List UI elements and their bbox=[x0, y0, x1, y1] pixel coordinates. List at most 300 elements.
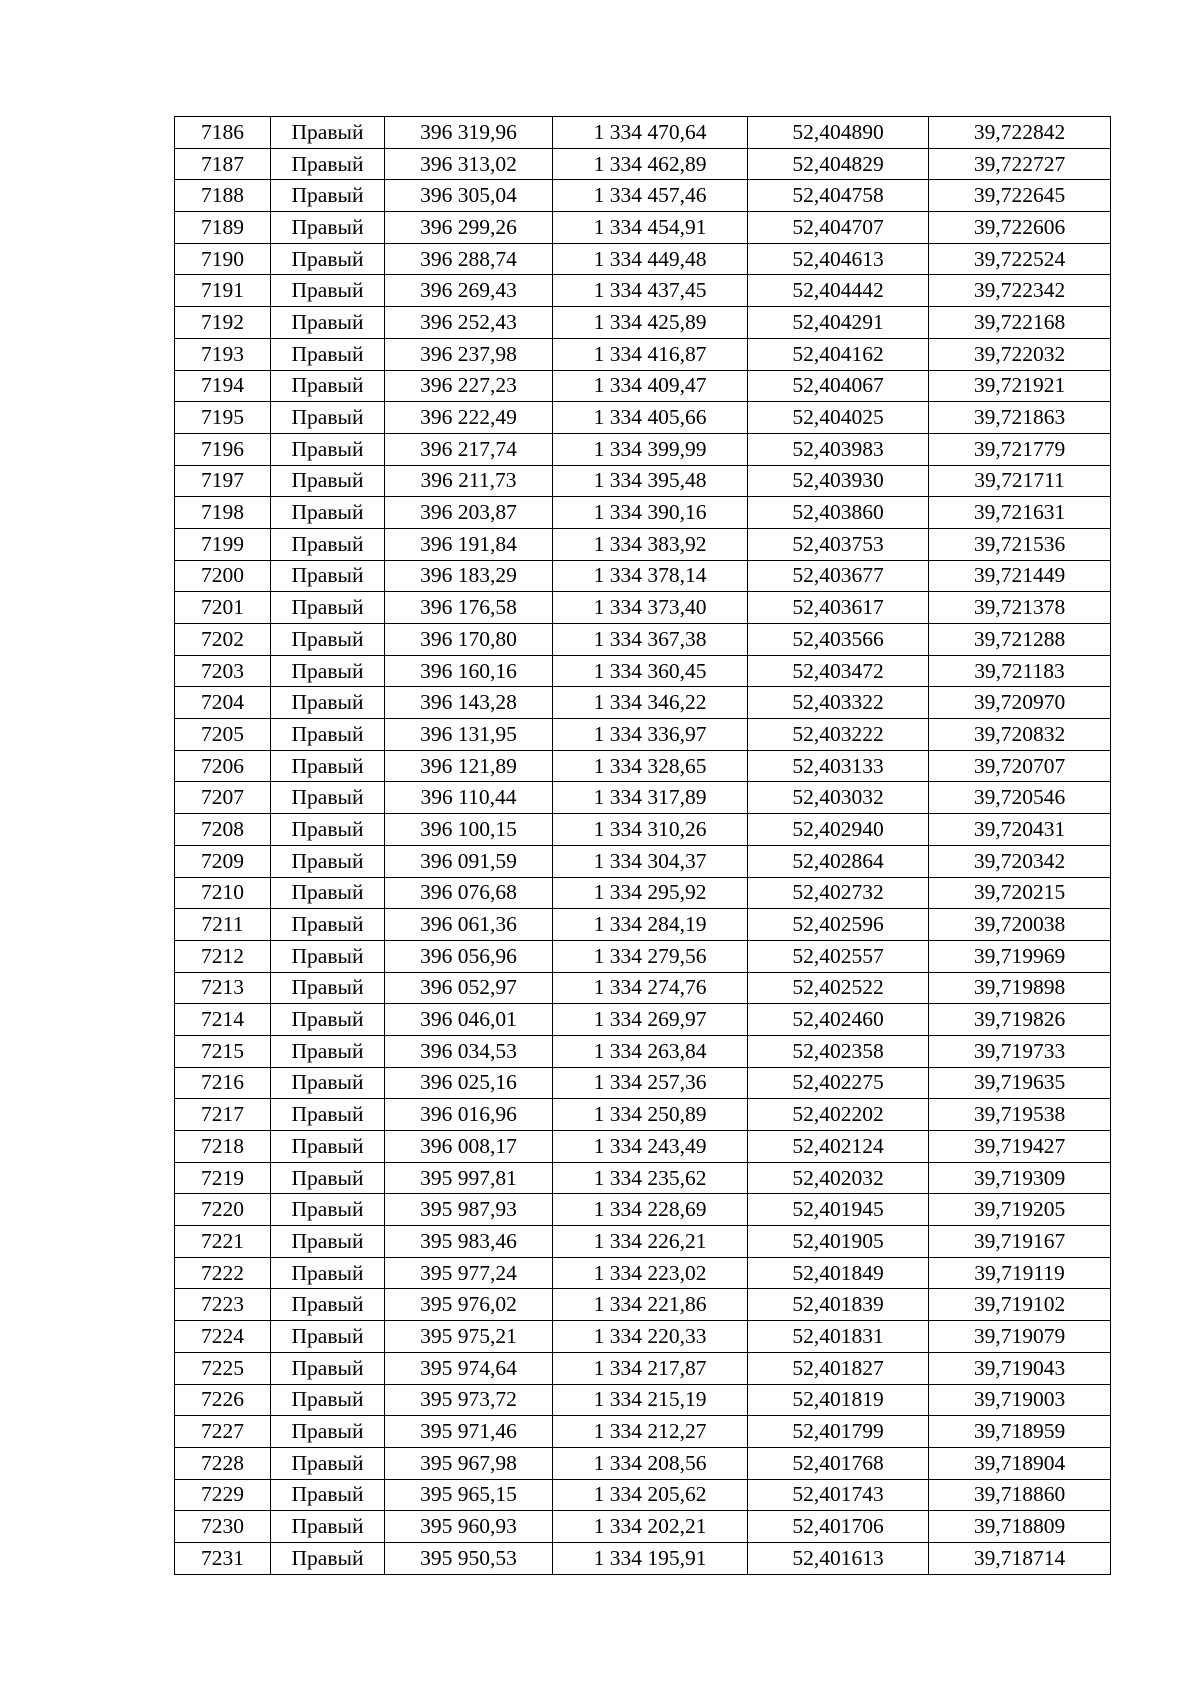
longitude-cell: 39,718904 bbox=[929, 1447, 1111, 1479]
x-coordinate-cell: 396 056,96 bbox=[385, 940, 553, 972]
longitude-cell: 39,721183 bbox=[929, 655, 1111, 687]
latitude-cell: 52,402460 bbox=[748, 1004, 929, 1036]
y-coordinate-cell: 1 334 226,21 bbox=[553, 1226, 748, 1258]
point-number-cell: 7206 bbox=[175, 750, 271, 782]
table-row bbox=[175, 1479, 1111, 1511]
longitude-cell: 39,721631 bbox=[929, 497, 1111, 529]
point-number-cell: 7205 bbox=[175, 719, 271, 751]
bank-side-cell: Правый bbox=[271, 909, 385, 941]
bank-side-cell: Правый bbox=[271, 1067, 385, 1099]
y-coordinate-cell: 1 334 205,62 bbox=[553, 1479, 748, 1511]
point-number-cell: 7207 bbox=[175, 782, 271, 814]
latitude-cell: 52,403860 bbox=[748, 497, 929, 529]
table-row bbox=[175, 1321, 1111, 1353]
table-row bbox=[175, 1289, 1111, 1321]
table-row bbox=[175, 497, 1111, 529]
x-coordinate-cell: 395 965,15 bbox=[385, 1479, 553, 1511]
y-coordinate-cell: 1 334 373,40 bbox=[553, 592, 748, 624]
bank-side-cell: Правый bbox=[271, 180, 385, 212]
table-row bbox=[175, 1542, 1111, 1574]
bank-side-cell: Правый bbox=[271, 275, 385, 307]
y-coordinate-cell: 1 334 425,89 bbox=[553, 307, 748, 339]
x-coordinate-cell: 396 170,80 bbox=[385, 624, 553, 656]
x-coordinate-cell: 396 222,49 bbox=[385, 402, 553, 434]
y-coordinate-cell: 1 334 390,16 bbox=[553, 497, 748, 529]
latitude-cell: 52,403566 bbox=[748, 624, 929, 656]
y-coordinate-cell: 1 334 367,38 bbox=[553, 624, 748, 656]
y-coordinate-cell: 1 334 212,27 bbox=[553, 1416, 748, 1448]
point-number-cell: 7210 bbox=[175, 877, 271, 909]
latitude-cell: 52,401743 bbox=[748, 1479, 929, 1511]
y-coordinate-cell: 1 334 284,19 bbox=[553, 909, 748, 941]
y-coordinate-cell: 1 334 328,65 bbox=[553, 750, 748, 782]
latitude-cell: 52,401945 bbox=[748, 1194, 929, 1226]
latitude-cell: 52,401839 bbox=[748, 1289, 929, 1321]
longitude-cell: 39,722842 bbox=[929, 117, 1111, 149]
x-coordinate-cell: 396 211,73 bbox=[385, 465, 553, 497]
point-number-cell: 7201 bbox=[175, 592, 271, 624]
longitude-cell: 39,719538 bbox=[929, 1099, 1111, 1131]
point-number-cell: 7193 bbox=[175, 338, 271, 370]
longitude-cell: 39,720342 bbox=[929, 845, 1111, 877]
latitude-cell: 52,403322 bbox=[748, 687, 929, 719]
table-row bbox=[175, 1447, 1111, 1479]
point-number-cell: 7229 bbox=[175, 1479, 271, 1511]
x-coordinate-cell: 396 203,87 bbox=[385, 497, 553, 529]
x-coordinate-cell: 395 976,02 bbox=[385, 1289, 553, 1321]
y-coordinate-cell: 1 334 295,92 bbox=[553, 877, 748, 909]
latitude-cell: 52,403133 bbox=[748, 750, 929, 782]
latitude-cell: 52,401831 bbox=[748, 1321, 929, 1353]
table-row bbox=[175, 243, 1111, 275]
table-row bbox=[175, 117, 1111, 149]
x-coordinate-cell: 396 016,96 bbox=[385, 1099, 553, 1131]
table-row bbox=[175, 402, 1111, 434]
point-number-cell: 7219 bbox=[175, 1162, 271, 1194]
x-coordinate-cell: 395 997,81 bbox=[385, 1162, 553, 1194]
table-row bbox=[175, 1384, 1111, 1416]
x-coordinate-cell: 396 143,28 bbox=[385, 687, 553, 719]
latitude-cell: 52,403472 bbox=[748, 655, 929, 687]
point-number-cell: 7187 bbox=[175, 148, 271, 180]
latitude-cell: 52,404829 bbox=[748, 148, 929, 180]
table-row bbox=[175, 1257, 1111, 1289]
table-row bbox=[175, 212, 1111, 244]
x-coordinate-cell: 396 110,44 bbox=[385, 782, 553, 814]
longitude-cell: 39,720215 bbox=[929, 877, 1111, 909]
point-number-cell: 7211 bbox=[175, 909, 271, 941]
latitude-cell: 52,401819 bbox=[748, 1384, 929, 1416]
latitude-cell: 52,403617 bbox=[748, 592, 929, 624]
longitude-cell: 39,718860 bbox=[929, 1479, 1111, 1511]
table-row bbox=[175, 940, 1111, 972]
bank-side-cell: Правый bbox=[271, 719, 385, 751]
bank-side-cell: Правый bbox=[271, 1384, 385, 1416]
bank-side-cell: Правый bbox=[271, 655, 385, 687]
latitude-cell: 52,403032 bbox=[748, 782, 929, 814]
coordinates-table-body bbox=[175, 117, 1111, 1575]
point-number-cell: 7223 bbox=[175, 1289, 271, 1321]
x-coordinate-cell: 395 973,72 bbox=[385, 1384, 553, 1416]
longitude-cell: 39,721921 bbox=[929, 370, 1111, 402]
point-number-cell: 7191 bbox=[175, 275, 271, 307]
y-coordinate-cell: 1 334 257,36 bbox=[553, 1067, 748, 1099]
y-coordinate-cell: 1 334 437,45 bbox=[553, 275, 748, 307]
longitude-cell: 39,722606 bbox=[929, 212, 1111, 244]
bank-side-cell: Правый bbox=[271, 1447, 385, 1479]
bank-side-cell: Правый bbox=[271, 497, 385, 529]
point-number-cell: 7208 bbox=[175, 814, 271, 846]
latitude-cell: 52,401768 bbox=[748, 1447, 929, 1479]
x-coordinate-cell: 396 288,74 bbox=[385, 243, 553, 275]
latitude-cell: 52,402596 bbox=[748, 909, 929, 941]
bank-side-cell: Правый bbox=[271, 1194, 385, 1226]
point-number-cell: 7227 bbox=[175, 1416, 271, 1448]
bank-side-cell: Правый bbox=[271, 1004, 385, 1036]
table-row bbox=[175, 1099, 1111, 1131]
y-coordinate-cell: 1 334 462,89 bbox=[553, 148, 748, 180]
bank-side-cell: Правый bbox=[271, 465, 385, 497]
y-coordinate-cell: 1 334 399,99 bbox=[553, 433, 748, 465]
longitude-cell: 39,721536 bbox=[929, 528, 1111, 560]
bank-side-cell: Правый bbox=[271, 592, 385, 624]
y-coordinate-cell: 1 334 378,14 bbox=[553, 560, 748, 592]
table-row bbox=[175, 1226, 1111, 1258]
y-coordinate-cell: 1 334 449,48 bbox=[553, 243, 748, 275]
x-coordinate-cell: 396 046,01 bbox=[385, 1004, 553, 1036]
latitude-cell: 52,404758 bbox=[748, 180, 929, 212]
longitude-cell: 39,719733 bbox=[929, 1035, 1111, 1067]
table-row bbox=[175, 592, 1111, 624]
x-coordinate-cell: 396 183,29 bbox=[385, 560, 553, 592]
table-row bbox=[175, 307, 1111, 339]
point-number-cell: 7194 bbox=[175, 370, 271, 402]
y-coordinate-cell: 1 334 405,66 bbox=[553, 402, 748, 434]
point-number-cell: 7209 bbox=[175, 845, 271, 877]
point-number-cell: 7222 bbox=[175, 1257, 271, 1289]
table-row bbox=[175, 782, 1111, 814]
x-coordinate-cell: 395 975,21 bbox=[385, 1321, 553, 1353]
y-coordinate-cell: 1 334 223,02 bbox=[553, 1257, 748, 1289]
point-number-cell: 7202 bbox=[175, 624, 271, 656]
table-row bbox=[175, 1352, 1111, 1384]
y-coordinate-cell: 1 334 383,92 bbox=[553, 528, 748, 560]
point-number-cell: 7196 bbox=[175, 433, 271, 465]
bank-side-cell: Правый bbox=[271, 624, 385, 656]
x-coordinate-cell: 395 950,53 bbox=[385, 1542, 553, 1574]
y-coordinate-cell: 1 334 243,49 bbox=[553, 1131, 748, 1163]
longitude-cell: 39,719427 bbox=[929, 1131, 1111, 1163]
latitude-cell: 52,402522 bbox=[748, 972, 929, 1004]
longitude-cell: 39,718809 bbox=[929, 1511, 1111, 1543]
latitude-cell: 52,403753 bbox=[748, 528, 929, 560]
bank-side-cell: Правый bbox=[271, 940, 385, 972]
y-coordinate-cell: 1 334 336,97 bbox=[553, 719, 748, 751]
x-coordinate-cell: 395 960,93 bbox=[385, 1511, 553, 1543]
latitude-cell: 52,403930 bbox=[748, 465, 929, 497]
bank-side-cell: Правый bbox=[271, 370, 385, 402]
x-coordinate-cell: 396 121,89 bbox=[385, 750, 553, 782]
table-row bbox=[175, 1194, 1111, 1226]
y-coordinate-cell: 1 334 416,87 bbox=[553, 338, 748, 370]
longitude-cell: 39,722727 bbox=[929, 148, 1111, 180]
point-number-cell: 7225 bbox=[175, 1352, 271, 1384]
bank-side-cell: Правый bbox=[271, 1542, 385, 1574]
point-number-cell: 7231 bbox=[175, 1542, 271, 1574]
table-row bbox=[175, 845, 1111, 877]
table-row bbox=[175, 1162, 1111, 1194]
point-number-cell: 7192 bbox=[175, 307, 271, 339]
x-coordinate-cell: 395 971,46 bbox=[385, 1416, 553, 1448]
table-row bbox=[175, 1131, 1111, 1163]
point-number-cell: 7204 bbox=[175, 687, 271, 719]
point-number-cell: 7212 bbox=[175, 940, 271, 972]
longitude-cell: 39,720038 bbox=[929, 909, 1111, 941]
table-row bbox=[175, 655, 1111, 687]
x-coordinate-cell: 396 052,97 bbox=[385, 972, 553, 1004]
longitude-cell: 39,721288 bbox=[929, 624, 1111, 656]
bank-side-cell: Правый bbox=[271, 972, 385, 1004]
latitude-cell: 52,404707 bbox=[748, 212, 929, 244]
longitude-cell: 39,719969 bbox=[929, 940, 1111, 972]
x-coordinate-cell: 396 305,04 bbox=[385, 180, 553, 212]
y-coordinate-cell: 1 334 454,91 bbox=[553, 212, 748, 244]
y-coordinate-cell: 1 334 269,97 bbox=[553, 1004, 748, 1036]
point-number-cell: 7186 bbox=[175, 117, 271, 149]
longitude-cell: 39,719102 bbox=[929, 1289, 1111, 1321]
bank-side-cell: Правый bbox=[271, 212, 385, 244]
latitude-cell: 52,402124 bbox=[748, 1131, 929, 1163]
longitude-cell: 39,720970 bbox=[929, 687, 1111, 719]
coordinates-table bbox=[174, 116, 1111, 1575]
bank-side-cell: Правый bbox=[271, 117, 385, 149]
table-row bbox=[175, 465, 1111, 497]
bank-side-cell: Правый bbox=[271, 814, 385, 846]
latitude-cell: 52,402864 bbox=[748, 845, 929, 877]
longitude-cell: 39,719826 bbox=[929, 1004, 1111, 1036]
x-coordinate-cell: 396 313,02 bbox=[385, 148, 553, 180]
longitude-cell: 39,719635 bbox=[929, 1067, 1111, 1099]
point-number-cell: 7216 bbox=[175, 1067, 271, 1099]
longitude-cell: 39,719003 bbox=[929, 1384, 1111, 1416]
point-number-cell: 7189 bbox=[175, 212, 271, 244]
x-coordinate-cell: 396 091,59 bbox=[385, 845, 553, 877]
y-coordinate-cell: 1 334 220,33 bbox=[553, 1321, 748, 1353]
longitude-cell: 39,721378 bbox=[929, 592, 1111, 624]
table-row bbox=[175, 972, 1111, 1004]
bank-side-cell: Правый bbox=[271, 1162, 385, 1194]
latitude-cell: 52,402557 bbox=[748, 940, 929, 972]
point-number-cell: 7214 bbox=[175, 1004, 271, 1036]
x-coordinate-cell: 396 299,26 bbox=[385, 212, 553, 244]
table-row bbox=[175, 814, 1111, 846]
bank-side-cell: Правый bbox=[271, 1511, 385, 1543]
y-coordinate-cell: 1 334 202,21 bbox=[553, 1511, 748, 1543]
table-row bbox=[175, 687, 1111, 719]
x-coordinate-cell: 396 034,53 bbox=[385, 1035, 553, 1067]
bank-side-cell: Правый bbox=[271, 1226, 385, 1258]
latitude-cell: 52,404890 bbox=[748, 117, 929, 149]
longitude-cell: 39,718714 bbox=[929, 1542, 1111, 1574]
point-number-cell: 7197 bbox=[175, 465, 271, 497]
point-number-cell: 7198 bbox=[175, 497, 271, 529]
bank-side-cell: Правый bbox=[271, 1289, 385, 1321]
y-coordinate-cell: 1 334 457,46 bbox=[553, 180, 748, 212]
bank-side-cell: Правый bbox=[271, 148, 385, 180]
x-coordinate-cell: 395 974,64 bbox=[385, 1352, 553, 1384]
y-coordinate-cell: 1 334 409,47 bbox=[553, 370, 748, 402]
x-coordinate-cell: 396 176,58 bbox=[385, 592, 553, 624]
x-coordinate-cell: 396 237,98 bbox=[385, 338, 553, 370]
y-coordinate-cell: 1 334 470,64 bbox=[553, 117, 748, 149]
latitude-cell: 52,402940 bbox=[748, 814, 929, 846]
latitude-cell: 52,401905 bbox=[748, 1226, 929, 1258]
x-coordinate-cell: 396 100,15 bbox=[385, 814, 553, 846]
longitude-cell: 39,720546 bbox=[929, 782, 1111, 814]
x-coordinate-cell: 396 191,84 bbox=[385, 528, 553, 560]
longitude-cell: 39,720832 bbox=[929, 719, 1111, 751]
y-coordinate-cell: 1 334 274,76 bbox=[553, 972, 748, 1004]
longitude-cell: 39,721449 bbox=[929, 560, 1111, 592]
bank-side-cell: Правый bbox=[271, 1099, 385, 1131]
longitude-cell: 39,718959 bbox=[929, 1416, 1111, 1448]
table-row bbox=[175, 180, 1111, 212]
point-number-cell: 7190 bbox=[175, 243, 271, 275]
latitude-cell: 52,401799 bbox=[748, 1416, 929, 1448]
longitude-cell: 39,720707 bbox=[929, 750, 1111, 782]
x-coordinate-cell: 396 227,23 bbox=[385, 370, 553, 402]
latitude-cell: 52,401827 bbox=[748, 1352, 929, 1384]
longitude-cell: 39,722645 bbox=[929, 180, 1111, 212]
longitude-cell: 39,721711 bbox=[929, 465, 1111, 497]
table-row bbox=[175, 275, 1111, 307]
bank-side-cell: Правый bbox=[271, 307, 385, 339]
longitude-cell: 39,719309 bbox=[929, 1162, 1111, 1194]
latitude-cell: 52,404291 bbox=[748, 307, 929, 339]
longitude-cell: 39,722524 bbox=[929, 243, 1111, 275]
bank-side-cell: Правый bbox=[271, 1131, 385, 1163]
point-number-cell: 7228 bbox=[175, 1447, 271, 1479]
x-coordinate-cell: 396 269,43 bbox=[385, 275, 553, 307]
point-number-cell: 7218 bbox=[175, 1131, 271, 1163]
point-number-cell: 7226 bbox=[175, 1384, 271, 1416]
latitude-cell: 52,403983 bbox=[748, 433, 929, 465]
bank-side-cell: Правый bbox=[271, 687, 385, 719]
point-number-cell: 7203 bbox=[175, 655, 271, 687]
y-coordinate-cell: 1 334 395,48 bbox=[553, 465, 748, 497]
latitude-cell: 52,401849 bbox=[748, 1257, 929, 1289]
bank-side-cell: Правый bbox=[271, 338, 385, 370]
table-row bbox=[175, 1035, 1111, 1067]
y-coordinate-cell: 1 334 208,56 bbox=[553, 1447, 748, 1479]
table-row bbox=[175, 370, 1111, 402]
bank-side-cell: Правый bbox=[271, 750, 385, 782]
y-coordinate-cell: 1 334 263,84 bbox=[553, 1035, 748, 1067]
x-coordinate-cell: 395 967,98 bbox=[385, 1447, 553, 1479]
y-coordinate-cell: 1 334 360,45 bbox=[553, 655, 748, 687]
x-coordinate-cell: 395 983,46 bbox=[385, 1226, 553, 1258]
table-row bbox=[175, 624, 1111, 656]
longitude-cell: 39,720431 bbox=[929, 814, 1111, 846]
longitude-cell: 39,719205 bbox=[929, 1194, 1111, 1226]
x-coordinate-cell: 396 160,16 bbox=[385, 655, 553, 687]
table-row bbox=[175, 528, 1111, 560]
bank-side-cell: Правый bbox=[271, 1479, 385, 1511]
y-coordinate-cell: 1 334 304,37 bbox=[553, 845, 748, 877]
bank-side-cell: Правый bbox=[271, 877, 385, 909]
latitude-cell: 52,403677 bbox=[748, 560, 929, 592]
longitude-cell: 39,719079 bbox=[929, 1321, 1111, 1353]
latitude-cell: 52,404442 bbox=[748, 275, 929, 307]
x-coordinate-cell: 396 217,74 bbox=[385, 433, 553, 465]
point-number-cell: 7199 bbox=[175, 528, 271, 560]
bank-side-cell: Правый bbox=[271, 1257, 385, 1289]
x-coordinate-cell: 395 977,24 bbox=[385, 1257, 553, 1289]
table-row bbox=[175, 909, 1111, 941]
point-number-cell: 7220 bbox=[175, 1194, 271, 1226]
x-coordinate-cell: 396 131,95 bbox=[385, 719, 553, 751]
latitude-cell: 52,404025 bbox=[748, 402, 929, 434]
bank-side-cell: Правый bbox=[271, 243, 385, 275]
longitude-cell: 39,719043 bbox=[929, 1352, 1111, 1384]
point-number-cell: 7195 bbox=[175, 402, 271, 434]
table-row bbox=[175, 433, 1111, 465]
point-number-cell: 7213 bbox=[175, 972, 271, 1004]
point-number-cell: 7200 bbox=[175, 560, 271, 592]
table-row bbox=[175, 1067, 1111, 1099]
y-coordinate-cell: 1 334 317,89 bbox=[553, 782, 748, 814]
x-coordinate-cell: 396 008,17 bbox=[385, 1131, 553, 1163]
table-row bbox=[175, 338, 1111, 370]
latitude-cell: 52,402202 bbox=[748, 1099, 929, 1131]
y-coordinate-cell: 1 334 228,69 bbox=[553, 1194, 748, 1226]
table-row bbox=[175, 560, 1111, 592]
latitude-cell: 52,401706 bbox=[748, 1511, 929, 1543]
bank-side-cell: Правый bbox=[271, 528, 385, 560]
point-number-cell: 7224 bbox=[175, 1321, 271, 1353]
y-coordinate-cell: 1 334 195,91 bbox=[553, 1542, 748, 1574]
point-number-cell: 7215 bbox=[175, 1035, 271, 1067]
bank-side-cell: Правый bbox=[271, 1416, 385, 1448]
y-coordinate-cell: 1 334 250,89 bbox=[553, 1099, 748, 1131]
x-coordinate-cell: 396 025,16 bbox=[385, 1067, 553, 1099]
latitude-cell: 52,402358 bbox=[748, 1035, 929, 1067]
latitude-cell: 52,402032 bbox=[748, 1162, 929, 1194]
bank-side-cell: Правый bbox=[271, 1352, 385, 1384]
latitude-cell: 52,402732 bbox=[748, 877, 929, 909]
x-coordinate-cell: 395 987,93 bbox=[385, 1194, 553, 1226]
longitude-cell: 39,719898 bbox=[929, 972, 1111, 1004]
x-coordinate-cell: 396 252,43 bbox=[385, 307, 553, 339]
longitude-cell: 39,721863 bbox=[929, 402, 1111, 434]
latitude-cell: 52,403222 bbox=[748, 719, 929, 751]
bank-side-cell: Правый bbox=[271, 845, 385, 877]
point-number-cell: 7188 bbox=[175, 180, 271, 212]
x-coordinate-cell: 396 319,96 bbox=[385, 117, 553, 149]
bank-side-cell: Правый bbox=[271, 402, 385, 434]
latitude-cell: 52,401613 bbox=[748, 1542, 929, 1574]
y-coordinate-cell: 1 334 279,56 bbox=[553, 940, 748, 972]
x-coordinate-cell: 396 076,68 bbox=[385, 877, 553, 909]
point-number-cell: 7221 bbox=[175, 1226, 271, 1258]
y-coordinate-cell: 1 334 217,87 bbox=[553, 1352, 748, 1384]
bank-side-cell: Правый bbox=[271, 1035, 385, 1067]
latitude-cell: 52,404162 bbox=[748, 338, 929, 370]
latitude-cell: 52,402275 bbox=[748, 1067, 929, 1099]
latitude-cell: 52,404067 bbox=[748, 370, 929, 402]
y-coordinate-cell: 1 334 215,19 bbox=[553, 1384, 748, 1416]
table-row bbox=[175, 1416, 1111, 1448]
